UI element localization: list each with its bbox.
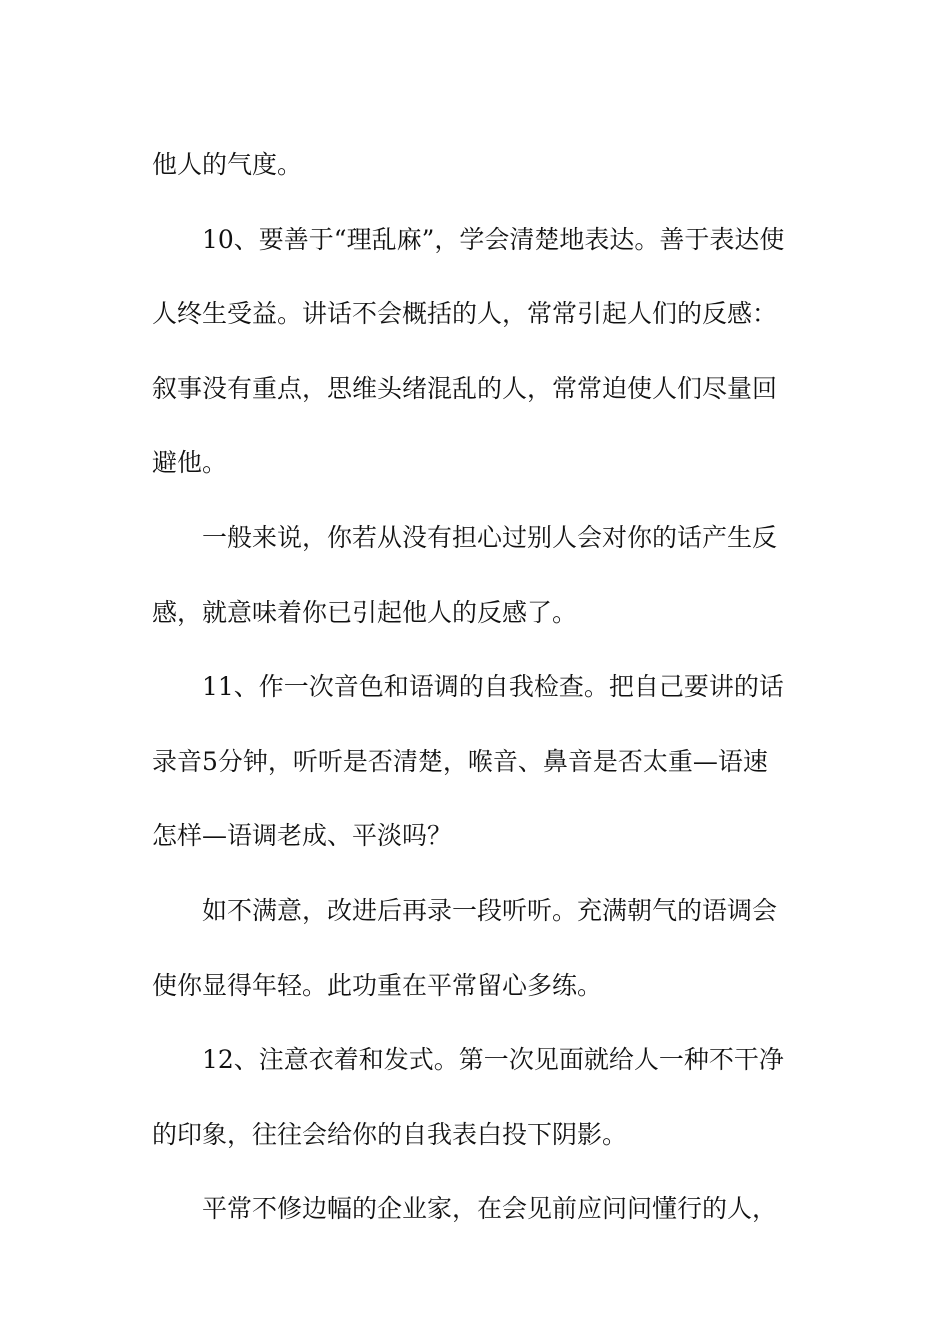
paragraph-4: 11、作一次音色和语调的自我检查。把自己要讲的话录音5分钟，听听是否清楚，喉音、鼻音是否太重—语速怎样—语调老成、平淡吗？ <box>152 672 784 851</box>
paragraph-6: 12、注意衣着和发式。第一次见面就给人一种不干净的印象，往往会给你的自我表白投下阴影。 <box>152 1045 784 1149</box>
body-text <box>152 128 792 1247</box>
paragraph-2: 10、要善于“理乱麻”，学会清楚地表达。善于表达使人终生受益。讲话不会概括的人，常常引起人们的反感：叙事没有重点，思维头绪混乱的人，常常迫使人们尽量回避他。 <box>152 224 785 478</box>
paragraph-7: 平常不修边幅的企业家，在会见前应问问懂行的人， <box>202 1194 778 1224</box>
paragraph-5: 如不满意，改进后再录一段听听。充满朝气的语调会使你显得年轻。此功重在平常留心多练。 <box>152 895 778 1000</box>
paragraph-1: 他人的气度。 <box>152 150 303 179</box>
paragraph-3: 一般来说，你若从没有担心过别人会对你的话产生反感，就意味着你已引起他人的反感了。 <box>152 522 778 627</box>
